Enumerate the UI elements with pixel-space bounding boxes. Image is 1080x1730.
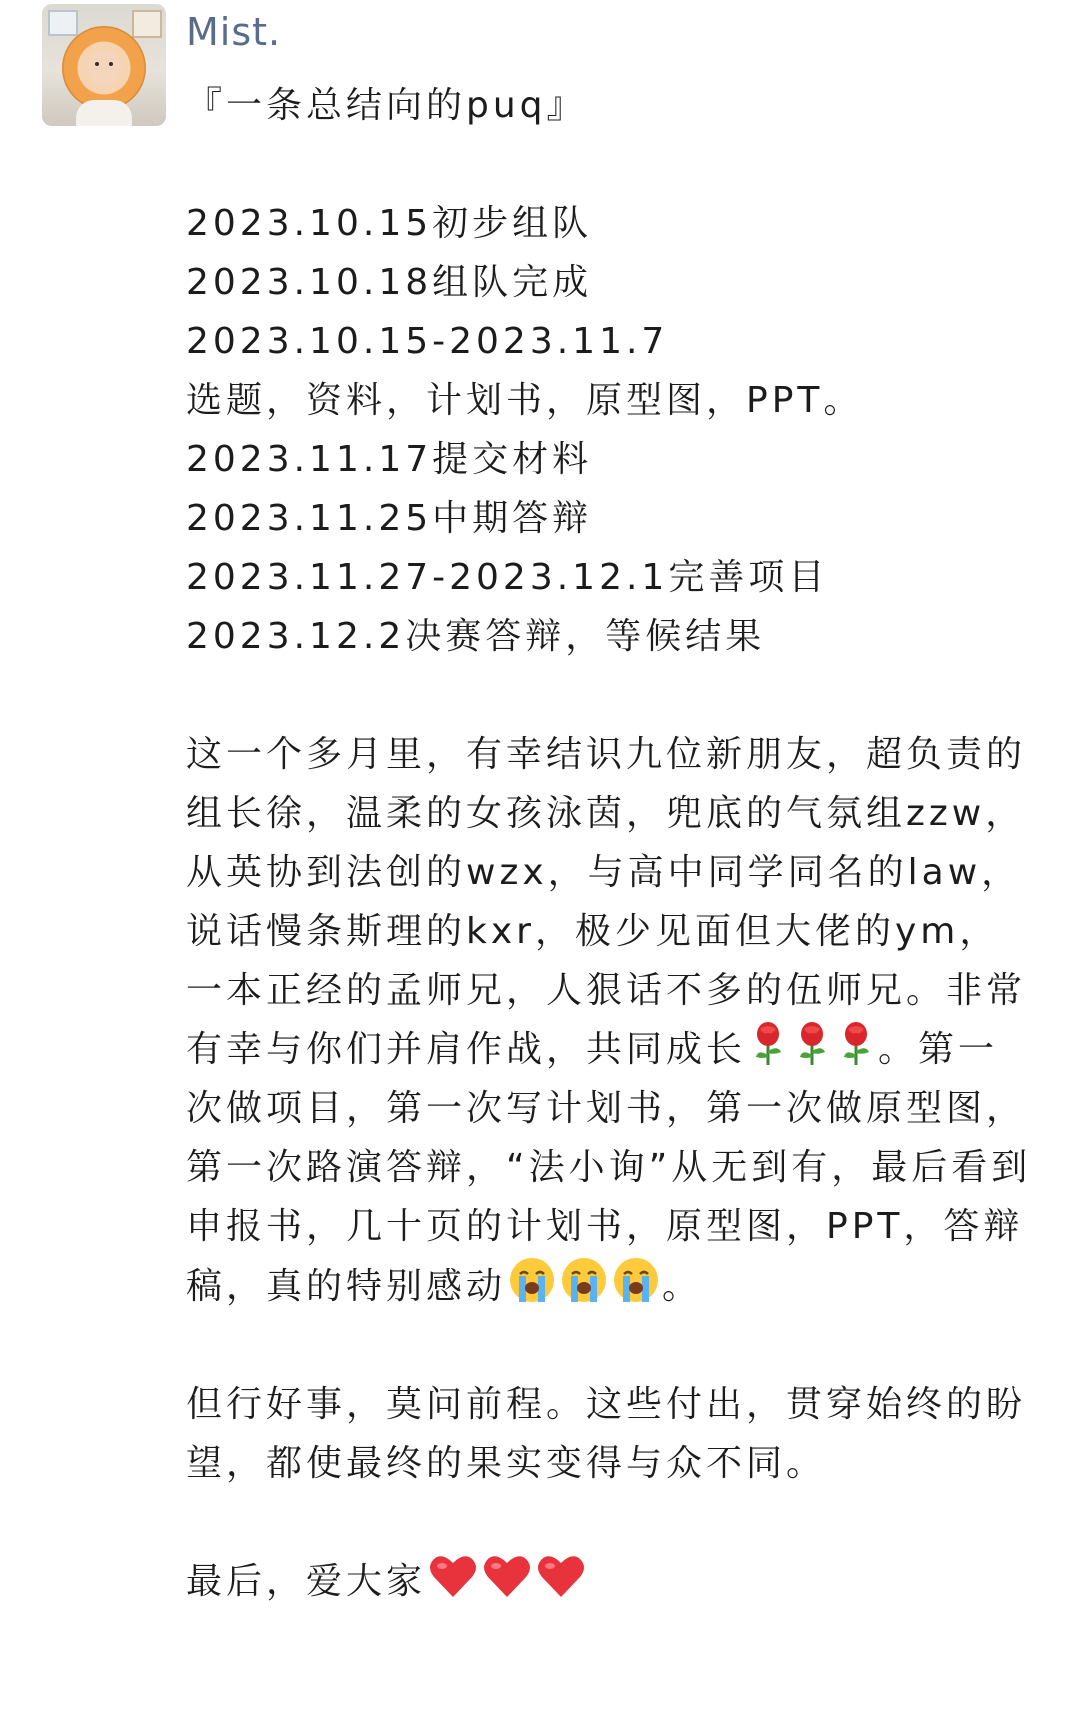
post-title: 『一条总结向的puq』 xyxy=(186,85,587,126)
rose-icon xyxy=(748,1021,788,1067)
crying-face-icon xyxy=(508,1256,556,1304)
heart-icon xyxy=(428,1553,478,1599)
crying-face-icon xyxy=(560,1256,608,1304)
avatar[interactable] xyxy=(42,4,166,126)
post-content xyxy=(186,76,1036,1611)
timeline-item: 2023.10.15-2023.11.7 xyxy=(186,321,669,362)
rose-icon xyxy=(792,1021,832,1067)
timeline-item: 2023.12.2决赛答辩，等候结果 xyxy=(186,616,766,657)
timeline-item: 选题，资料，计划书，原型图，PPT。 xyxy=(186,380,864,421)
summary-text-1: 这一个多月里，有幸结识九位新朋友，超负责的组长徐，温柔的女孩泳茵，兜底的气氛组zzw，从英协到法创的wzx，与高中同学同名的law，说话慢条斯理的kxr，极少见面但大佬的ym，一本正经的孟师兄，人狠话不多的伍师兄。非常有幸与你们并肩作战，共同成长 xyxy=(186,734,1027,1070)
timeline-item: 2023.10.18组队完成 xyxy=(186,262,593,303)
timeline-item: 2023.11.25中期答辩 xyxy=(186,498,593,539)
heart-icon xyxy=(482,1553,532,1599)
summary-paragraph xyxy=(186,725,1036,1316)
crying-face-icon xyxy=(612,1256,660,1304)
rose-icon xyxy=(836,1021,876,1067)
summary-text-2: 。第一次做项目，第一次写计划书，第一次做原型图，第一次路演答辩，“法小询”从无到有，最后看到申报书，几十页的计划书，原型图，PPT，答辩稿，真的特别感动 xyxy=(186,1029,1032,1307)
closing-line xyxy=(186,1552,1036,1611)
closing-text: 最后，爱大家 xyxy=(186,1561,427,1602)
timeline-item: 2023.11.17提交材料 xyxy=(186,439,593,480)
timeline-item: 2023.11.27-2023.12.1完善项目 xyxy=(186,557,829,598)
timeline-item: 2023.10.15初步组队 xyxy=(186,203,593,244)
author-name[interactable]: Mist. xyxy=(186,10,282,54)
heart-icon xyxy=(536,1553,586,1599)
summary-text-3: 。 xyxy=(662,1266,703,1307)
reflection-paragraph: 但行好事，莫问前程。这些付出，贯穿始终的盼望，都使最终的果实变得与众不同。 xyxy=(186,1384,1027,1484)
